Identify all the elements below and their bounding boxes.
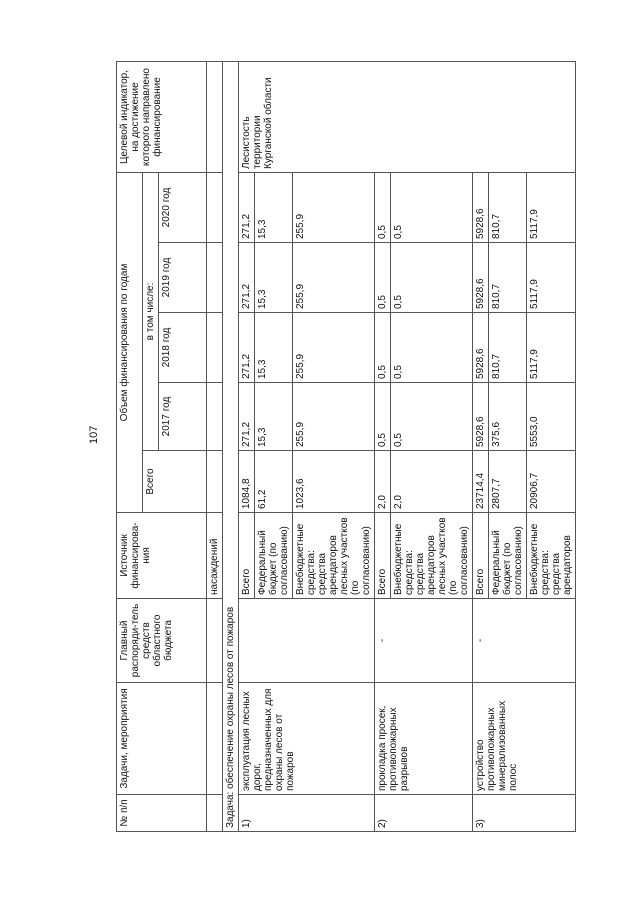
y2020-cell: 5928,6	[473, 172, 489, 242]
y2019-cell: 5928,6	[473, 243, 489, 313]
source-cell: Всего	[375, 513, 391, 599]
header-2017: 2017 год	[159, 383, 207, 451]
y2019-cell: 0,5	[391, 243, 473, 313]
header-total: Всего	[143, 451, 207, 513]
y2019-cell: 0,5	[375, 243, 391, 313]
total-cell: 20906,7	[527, 451, 576, 513]
total-cell: 2807,7	[489, 451, 527, 513]
row-manager: -	[473, 599, 576, 683]
task-heading: Задача: обеспечение охраны лесов от пожаров	[223, 61, 239, 831]
financing-table	[116, 61, 576, 832]
header-2020: 2020 год	[159, 172, 207, 242]
source-cell: Внебюджетные средства: средства арендаторов	[527, 513, 576, 599]
header-manager: Главный распоряди-тель средств областного бюджета	[117, 599, 207, 683]
header-2018: 2018 год	[159, 313, 207, 383]
header-task: Задачи, мероприятия	[117, 683, 207, 795]
page-number: 107	[88, 425, 100, 444]
source-cell: Внебюджетные средства: средства арендаторов лесных участков (по согласованию)	[391, 513, 473, 599]
y2017-cell: 271,2	[239, 383, 255, 451]
y2020-cell: 0,5	[391, 172, 473, 242]
y2018-cell: 15,3	[255, 313, 293, 383]
row-num: 3)	[473, 795, 576, 832]
y2019-cell: 271,2	[239, 243, 255, 313]
y2018-cell: 5928,6	[473, 313, 489, 383]
y2017-cell: 15,3	[255, 383, 293, 451]
source-cell: Федеральный бюджет (по согласованию)	[255, 513, 293, 599]
row-manager	[239, 599, 375, 683]
total-cell: 1084,8	[239, 451, 255, 513]
y2020-cell: 0,5	[375, 172, 391, 242]
row-name: устройство противопожарных минерализованных полос	[473, 683, 576, 795]
y2019-cell: 810,7	[489, 243, 527, 313]
row-name: эксплуатация лесных дорог, предназначенных для охраны лесов от пожаров	[239, 683, 375, 795]
y2018-cell: 255,9	[293, 313, 375, 383]
row-manager: -	[375, 599, 473, 683]
y2020-cell: 255,9	[293, 172, 375, 242]
y2018-cell: 0,5	[375, 313, 391, 383]
total-cell: 23714,4	[473, 451, 489, 513]
y2019-cell: 15,3	[255, 243, 293, 313]
y2018-cell: 271,2	[239, 313, 255, 383]
row-num: 1)	[239, 795, 375, 832]
header-volume: Объем финансирования по годам	[117, 172, 143, 512]
row-indicator: Лесистость территории Курганской области	[239, 61, 576, 172]
source-cell: Внебюджетные средства: средства арендаторов лесных участков (по согласованию)	[293, 513, 375, 599]
header-incl: в том числе:	[143, 172, 159, 450]
source-cell: Федеральный бюджет (по согласованию)	[489, 513, 527, 599]
source-cell: Всего	[239, 513, 255, 599]
total-cell: 2,0	[375, 451, 391, 513]
y2019-cell: 255,9	[293, 243, 375, 313]
y2020-cell: 15,3	[255, 172, 293, 242]
total-cell: 2,0	[391, 451, 473, 513]
row-num: 2)	[375, 795, 473, 832]
continuation-text: насаждений	[207, 513, 223, 599]
y2020-cell: 271,2	[239, 172, 255, 242]
source-cell: Всего	[473, 513, 489, 599]
y2018-cell: 810,7	[489, 313, 527, 383]
y2017-cell: 0,5	[375, 383, 391, 451]
y2017-cell: 255,9	[293, 383, 375, 451]
y2017-cell: 5928,6	[473, 383, 489, 451]
total-cell: 1023,6	[293, 451, 375, 513]
y2018-cell: 0,5	[391, 313, 473, 383]
y2017-cell: 0,5	[391, 383, 473, 451]
rotated-page	[116, 62, 640, 832]
row-name: прокладка просек, противопожарных разрывов	[375, 683, 473, 795]
y2020-cell: 5117,9	[527, 172, 576, 242]
y2017-cell: 375,6	[489, 383, 527, 451]
y2020-cell: 810,7	[489, 172, 527, 242]
y2019-cell: 5117,9	[527, 243, 576, 313]
total-cell: 61,2	[255, 451, 293, 513]
header-indicator: Целевой индикатор, на достижение которого направлено финансирование	[117, 61, 207, 172]
header-num: № п/п	[117, 795, 207, 832]
header-source: Источник финансирова-ния	[117, 513, 207, 599]
y2018-cell: 5117,9	[527, 313, 576, 383]
header-2019: 2019 год	[159, 243, 207, 313]
y2017-cell: 5553,0	[527, 383, 576, 451]
